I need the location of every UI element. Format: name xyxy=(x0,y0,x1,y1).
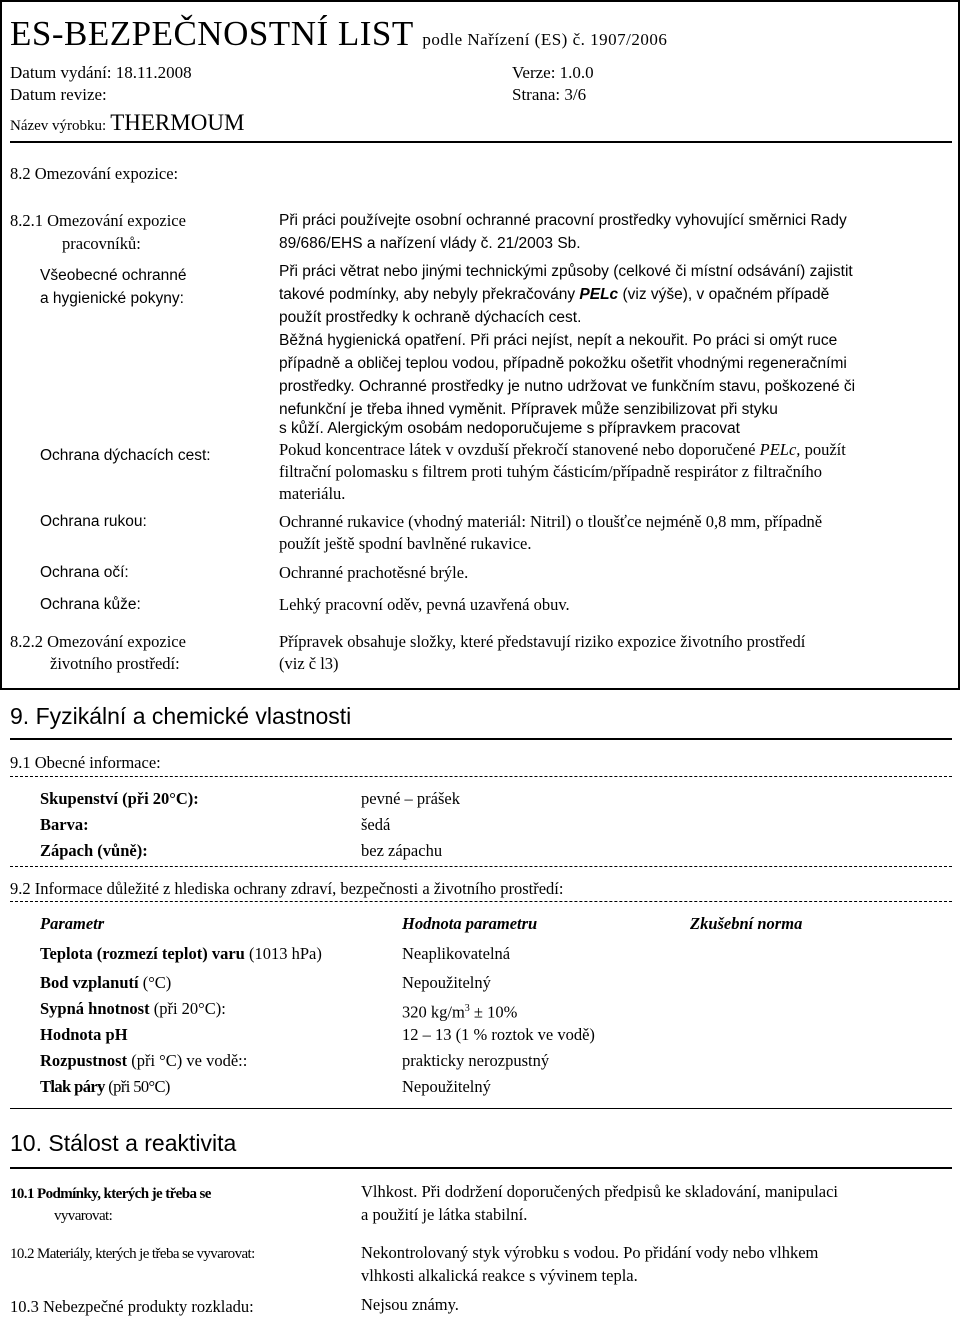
general-line: nefunkční je třeba ihned vyměnit. Přípravek může senzibilizovat při styku xyxy=(279,401,778,418)
s10-1-label: 10.1 Podmínky, kterých je třeba se vyvarovat: xyxy=(10,1186,211,1224)
table-cell-value: Nepoužitelný xyxy=(402,1077,491,1096)
s10-3-text: Nejsou známy. xyxy=(361,1295,459,1314)
table-row: Hodnota pH xyxy=(40,1025,128,1044)
property-label: Skupenství (při 20°C): xyxy=(40,789,199,808)
general-line: použít prostředky k ochraně dýchacích cest. xyxy=(279,309,582,326)
section-divider xyxy=(10,1108,952,1109)
eyes-label: Ochrana očí: xyxy=(40,564,129,581)
general-line: takové podmínky, aby nebyly překračovány PELc (viz výše), v opačném případě xyxy=(279,286,830,303)
section-10-title: 10. Stálost a reaktivita xyxy=(10,1130,237,1156)
general-line: prostředky. Ochranné prostředky je nutno udržovat ve funkčním stavu, poškozené či xyxy=(279,378,856,395)
col-header-value: Hodnota parametru xyxy=(402,914,538,933)
hands-label: Ochrana rukou: xyxy=(40,513,147,530)
general-label: Všeobecné ochranné xyxy=(40,267,187,284)
col-header-parameter: Parametr xyxy=(40,914,105,933)
table-row: Rozpustnost (při °C) ve vodě:: xyxy=(40,1051,248,1070)
general-line: s kůží. Alergickým osobám nedoporučujeme s přípravkem pracovat xyxy=(279,420,740,437)
property-value: šedá xyxy=(361,815,391,834)
skin-text: Lehký pracovní oděv, pevná uzavřená obuv. xyxy=(279,595,570,614)
s10-1-text: Vlhkost. Při dodržení doporučených předpisů ke skladování, manipulaci a použití je látka stabilní. xyxy=(361,1182,839,1224)
property-label: Barva: xyxy=(40,815,89,834)
s92-heading: 9.2 Informace důležité z hlediska ochrany zdraví, bezpečnosti a životního prostředí: xyxy=(10,879,564,898)
col-header-method: Zkušební norma xyxy=(690,914,803,933)
s821-text-line: 89/686/EHS a nařízení vlády č. 21/2003 Sb. xyxy=(279,235,581,252)
s10-2-text: Nekontrolovaný styk výrobku s vodou. Po přidání vody nebo vlhkem vlhkosti alkalická reakce s vývinem tepla. xyxy=(361,1243,819,1285)
property-value: bez zápachu xyxy=(361,841,443,860)
skin-label: Ochrana kůže: xyxy=(40,596,141,613)
title-main: ES-BEZPEČNOSTNÍ LIST xyxy=(10,14,414,53)
general-line: Běžná hygienická opatření. Při práci nejíst, nepít a nekouřit. Po práci si omýt ruce xyxy=(279,332,838,349)
eyes-text: Ochranné prachotěsné brýle. xyxy=(279,563,469,582)
s822-text-line: Přípravek obsahuje složky, které představují riziko expozice životního prostředí xyxy=(279,632,806,651)
respiratory-label: Ochrana dýchacích cest: xyxy=(40,447,211,464)
s822-title-2: životního prostředí: xyxy=(50,654,180,673)
hands-line: použít ještě spodní bavlněné rukavice. xyxy=(279,534,532,553)
property-value: pevné – prášek xyxy=(361,789,460,808)
respiratory-line: filtrační polomasku s filtrem proti tuhým částicím/případně respirátor z filtračního xyxy=(279,462,822,481)
table-cell-value: Nepoužitelný xyxy=(402,973,491,992)
issue-date: Datum vydání: 18.11.2008 xyxy=(10,63,192,82)
title-regulation: podle Nařízení (ES) č. 1907/2006 xyxy=(422,30,668,49)
table-cell-value: 320 $kg/m^3 \pm 10\%$ xyxy=(402,1002,518,1022)
section-8-2-heading: 8.2 Omezování expozice: xyxy=(10,164,179,183)
revision-date: Datum revize: xyxy=(10,85,107,104)
hands-line: Ochranné rukavice (vhodný materiál: Nitril) o tloušťce nejméně 0,8 mm, případně xyxy=(279,512,823,531)
table-row: Teplota (rozmezí teplot) varu (1013 hPa) xyxy=(40,944,322,963)
section-divider xyxy=(10,1167,952,1169)
section-9-title: 9. Fyzikální a chemické vlastnosti xyxy=(10,703,352,729)
version: Verze: 1.0.0 xyxy=(512,63,594,82)
section-divider xyxy=(10,738,952,740)
s822-text-line: (viz č l3) xyxy=(279,654,339,673)
product-name: Název výrobku: THERMOUM xyxy=(10,110,245,135)
respiratory-line: Pokud koncentrace látek v ovzduší překročí stanovené nebo doporučené PELc, použít xyxy=(279,440,846,459)
general-line: případně a obličej teplou vodou, případně pokožku ošetřit vhodnými regeneračními xyxy=(279,355,847,372)
page-number: Strana: 3/6 xyxy=(512,85,587,104)
property-label: Zápach (vůně): xyxy=(40,841,148,860)
table-cell-value: Neaplikovatelná xyxy=(402,944,511,963)
s10-3-label: 10.3 Nebezpečné produkty rozkladu: xyxy=(10,1297,254,1316)
general-line: Při práci větrat nebo jinými technickými způsoby (celkové či místní odsávání) zajistit xyxy=(279,263,853,280)
general-label-2: a hygienické pokyny: xyxy=(40,290,184,307)
pelc-term: PELc xyxy=(579,286,619,303)
s822-title: 8.2.2 Omezování expozice xyxy=(10,632,186,651)
dashed-divider xyxy=(10,776,952,777)
table-row: Tlak páry (při 50°C) xyxy=(40,1077,170,1096)
s821-title-2: pracovníků: xyxy=(62,234,141,253)
s91-heading: 9.1 Obecné informace: xyxy=(10,753,161,772)
s821-text-line: Při práci používejte osobní ochranné pracovní prostředky vyhovující směrnici Rady xyxy=(279,212,847,229)
s821-title: 8.2.1 Omezování expozice xyxy=(10,211,186,230)
dashed-divider xyxy=(10,866,952,867)
table-row: Sypná hnotnost (při 20°C): xyxy=(40,999,226,1018)
s10-2-label: 10.2 Materiály, kterých je třeba se vyvarovat: xyxy=(10,1246,255,1262)
table-cell-value: prakticky nerozpustný xyxy=(402,1051,550,1070)
table-cell-value: 12 – 13 (1 % roztok ve vodě) xyxy=(402,1025,595,1044)
table-row: Bod vzplanutí (°C) xyxy=(40,973,172,992)
respiratory-line: materiálu. xyxy=(279,484,346,503)
dashed-divider xyxy=(10,901,952,902)
